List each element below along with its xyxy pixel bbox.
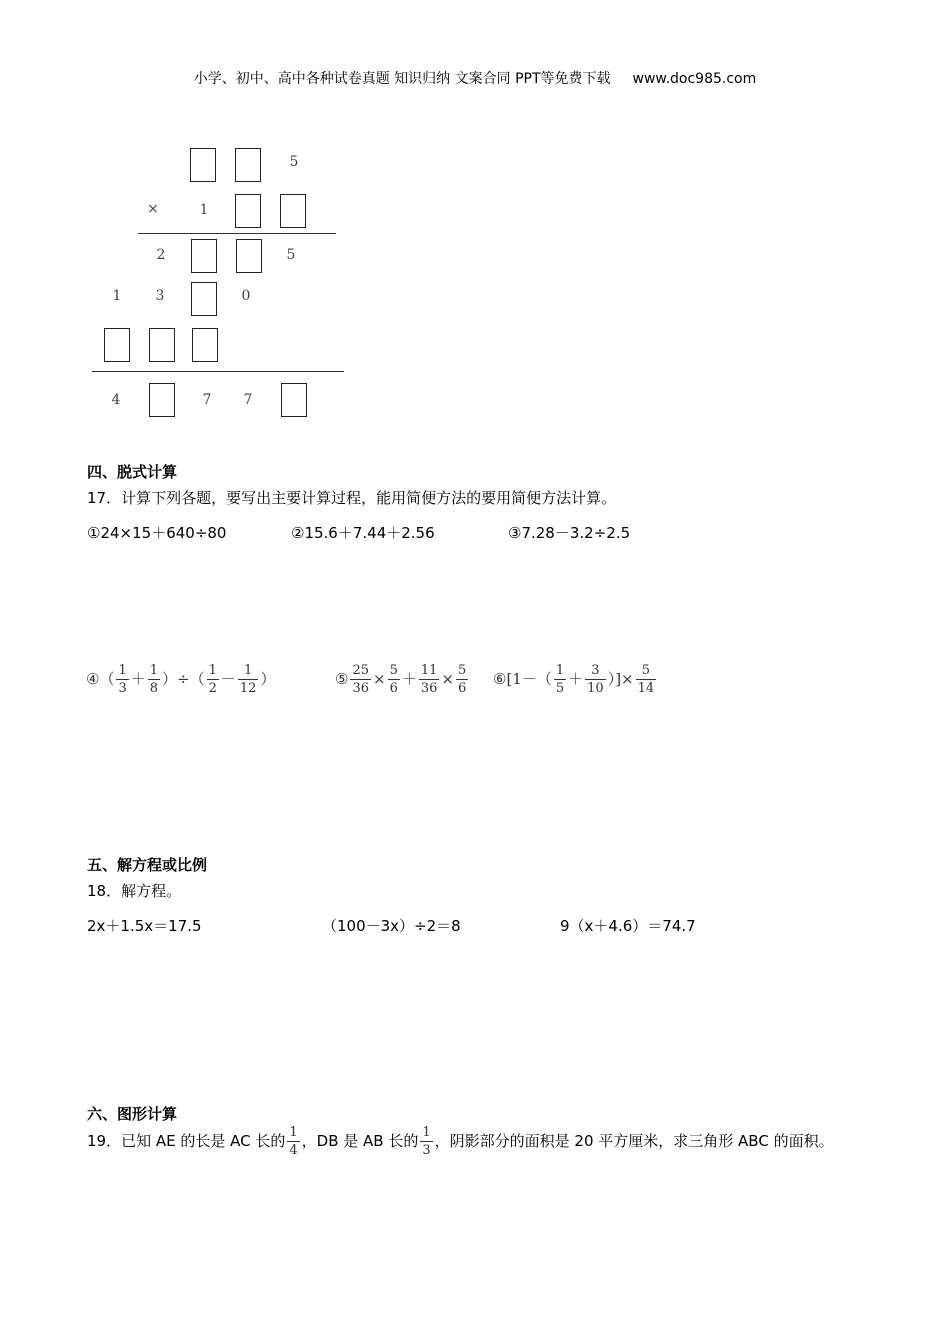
calc-item-6: ⑥[1－（ $\frac{1}{5}$ ＋ $\frac{3}{10}$ ）]× $\frac{5}{14}$ xyxy=(493,663,655,696)
digit: 3 xyxy=(155,288,165,304)
fraction: $\frac{3}{10}$ xyxy=(587,663,604,696)
divider-line xyxy=(92,371,344,372)
fraction: $\frac{5}{6}$ xyxy=(458,663,467,696)
header-text: 小学、初中、高中各种试卷真题 知识归纳 文案合同 PPT等免费下载 xyxy=(193,71,611,87)
digit: 5 xyxy=(286,247,296,263)
equation-1: 2x＋1.5x＝17.5 xyxy=(87,917,202,935)
fraction: $\frac{11}{36}$ xyxy=(420,663,438,696)
fraction: $\frac{1}{4}$ xyxy=(289,1125,298,1158)
equation-3: 9（x＋4.6）＝74.7 xyxy=(560,917,696,935)
blank-box[interactable] xyxy=(235,194,261,228)
equation-2: （100－3x）÷2＝8 xyxy=(322,917,461,935)
divider-line xyxy=(138,233,336,234)
fraction: $\frac{1}{5}$ xyxy=(555,663,565,696)
blank-box[interactable] xyxy=(192,328,218,362)
fraction: $\frac{1}{12}$ xyxy=(239,663,257,696)
fraction: $\frac{25}{36}$ xyxy=(352,663,369,696)
digit: 7 xyxy=(202,392,212,408)
fraction: $\frac{1}{3}$ xyxy=(118,663,127,696)
blank-box[interactable] xyxy=(190,148,216,182)
section-title: 四、脱式计算 xyxy=(87,463,178,481)
blank-box[interactable] xyxy=(280,194,306,228)
calc-item-2: ②15.6＋7.44＋2.56 xyxy=(291,524,435,542)
blank-box[interactable] xyxy=(281,383,307,417)
blank-box[interactable] xyxy=(191,282,217,316)
blank-box[interactable] xyxy=(149,383,175,417)
blank-box[interactable] xyxy=(149,328,175,362)
calc-item-3: ③7.28－3.2÷2.5 xyxy=(508,524,631,542)
page-header xyxy=(0,68,950,88)
blank-box[interactable] xyxy=(235,148,261,182)
digit: 1 xyxy=(112,288,122,304)
question-18: 18．解方程。 xyxy=(87,882,182,900)
fraction: $\frac{1}{8}$ xyxy=(149,663,159,696)
fraction: $\frac{1}{3}$ xyxy=(422,1125,431,1158)
calc-item-4: ④（ $\frac{1}{3}$ ＋ $\frac{1}{8}$ ）÷（ $\frac{1}{2}$ － $\frac{1}{12}$ ） xyxy=(86,663,276,696)
times-sign: × xyxy=(147,201,159,217)
calc-item-1: ①24×15＋640÷80 xyxy=(87,524,227,542)
digit: 1 xyxy=(199,202,209,218)
blank-box[interactable] xyxy=(191,239,217,273)
question-19: 19．已知 AE 的长是 AC 长的 $\frac{1}{4}$ ，DB 是 AB 长的 $\frac{1}{3}$ ，阴影部分的面积是 20 平方厘米，求三角形 ABC 的面积。 xyxy=(87,1125,834,1158)
header-site: www.doc985.com xyxy=(632,71,757,87)
blank-box[interactable] xyxy=(104,328,130,362)
digit: 0 xyxy=(241,288,251,304)
digit: 2 xyxy=(156,247,166,263)
fraction: $\frac{5}{14}$ xyxy=(637,663,655,696)
digit: 4 xyxy=(111,392,121,408)
fraction: $\frac{5}{6}$ xyxy=(389,663,398,696)
section-title: 六、图形计算 xyxy=(87,1105,178,1123)
digit: 5 xyxy=(289,154,299,170)
fraction: $\frac{1}{2}$ xyxy=(208,663,217,696)
digit: 7 xyxy=(243,392,253,408)
section-title: 五、解方程或比例 xyxy=(87,856,208,874)
question-17: 17．计算下列各题，要写出主要计算过程，能用简便方法的要用简便方法计算。 xyxy=(87,489,617,507)
calc-item-5: ⑤ $\frac{25}{36}$ × $\frac{5}{6}$ ＋ $\frac{11}{36}$ × $\frac{5}{6}$ xyxy=(335,663,467,696)
blank-box[interactable] xyxy=(236,239,262,273)
